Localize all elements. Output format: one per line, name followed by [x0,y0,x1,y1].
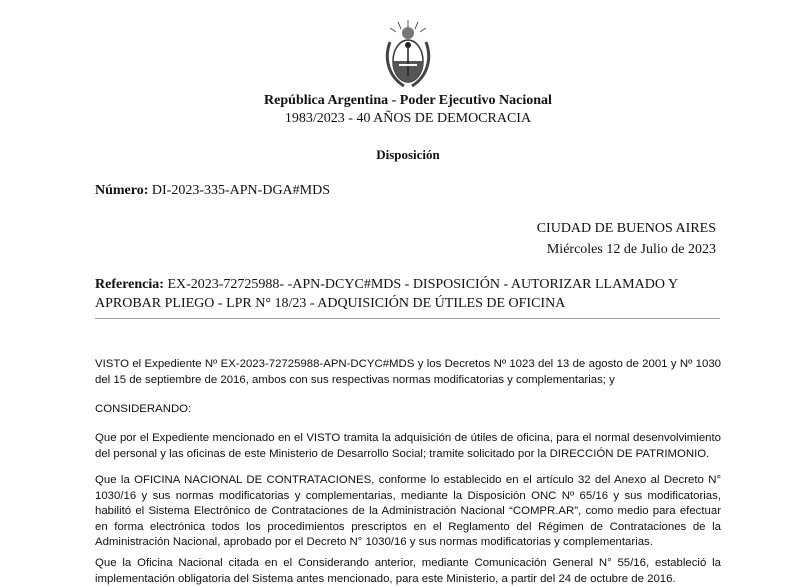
reference-label: Referencia: [95,277,164,292]
visto-paragraph: VISTO el Expediente Nº EX-2023-72725988-APN-DCYC#MDS y los Decretos Nº 1023 del 13 de agosto de 2001 y Nº 1030 del 15 de septiembre de 2016, ambos con sus respectivas normas modificatorias y complementarias; y [95,358,721,386]
national-coat-of-arms-icon [382,18,434,90]
city-line: CIUDAD DE BUENOS AIRES [536,221,716,236]
reference-block [95,275,721,313]
document-number [95,183,330,199]
document-type-title: Disposición [376,147,440,162]
date-line: Miércoles 12 de Julio de 2023 [546,242,716,257]
separator-rule [95,318,720,319]
considerando-heading: CONSIDERANDO: [95,403,192,415]
reference-text: EX-2023-72725988- -APN-DCYC#MDS - DISPOSICIÓN - AUTORIZAR LLAMADO Y APROBAR PLIEGO - LPR N° 18/23 - ADQUISICIÓN DE ÚTILES DE OFICINA [95,277,678,311]
document-number-label: Número: [95,183,149,198]
paragraph-2: Que la OFICINA NACIONAL DE CONTRATACIONES, conforme lo establecido en el artículo 32 del Anexo al Decreto N° 1030/16 y sus normas modificatorias y complementarias, mediante la Disposición ONC Nº 65/16 y sus modificatorias, habilitó el Sistema Electrónico de Contrataciones de la Administración Nacional “COMPR.AR”, como medio para efectuar en forma electrónica todos los procedimientos prescriptos en el Reglamento del Régimen de Contrataciones de la Administración Nacional, aprobado por el Decreto N° 1030/16 y sus normas modificatorias y complementarias. [95,474,721,548]
document-number-value: DI-2023-335-APN-DGA#MDS [151,183,331,198]
motto-line: 1983/2023 - 40 AÑOS DE DEMOCRACIA [284,111,532,126]
paragraph-3: Que la Oficina Nacional citada en el Considerando anterior, mediante Comunicación General N° 55/16, estableció la implementación obligatoria del Sistema antes mencionado, para este Ministerio, a partir del 24 de octubre de 2016. [95,557,721,585]
paragraph-1: Que por el Expediente mencionado en el VISTO tramita la adquisición de útiles de oficina, para el normal desenvolvimiento del personal y las oficinas de este Ministerio de Desarrollo Social; tramite solicitado por la DIRECCIÓN DE PATRIMONIO. [95,432,721,460]
issuer-heading: República Argentina - Poder Ejecutivo Nacional [264,93,552,108]
